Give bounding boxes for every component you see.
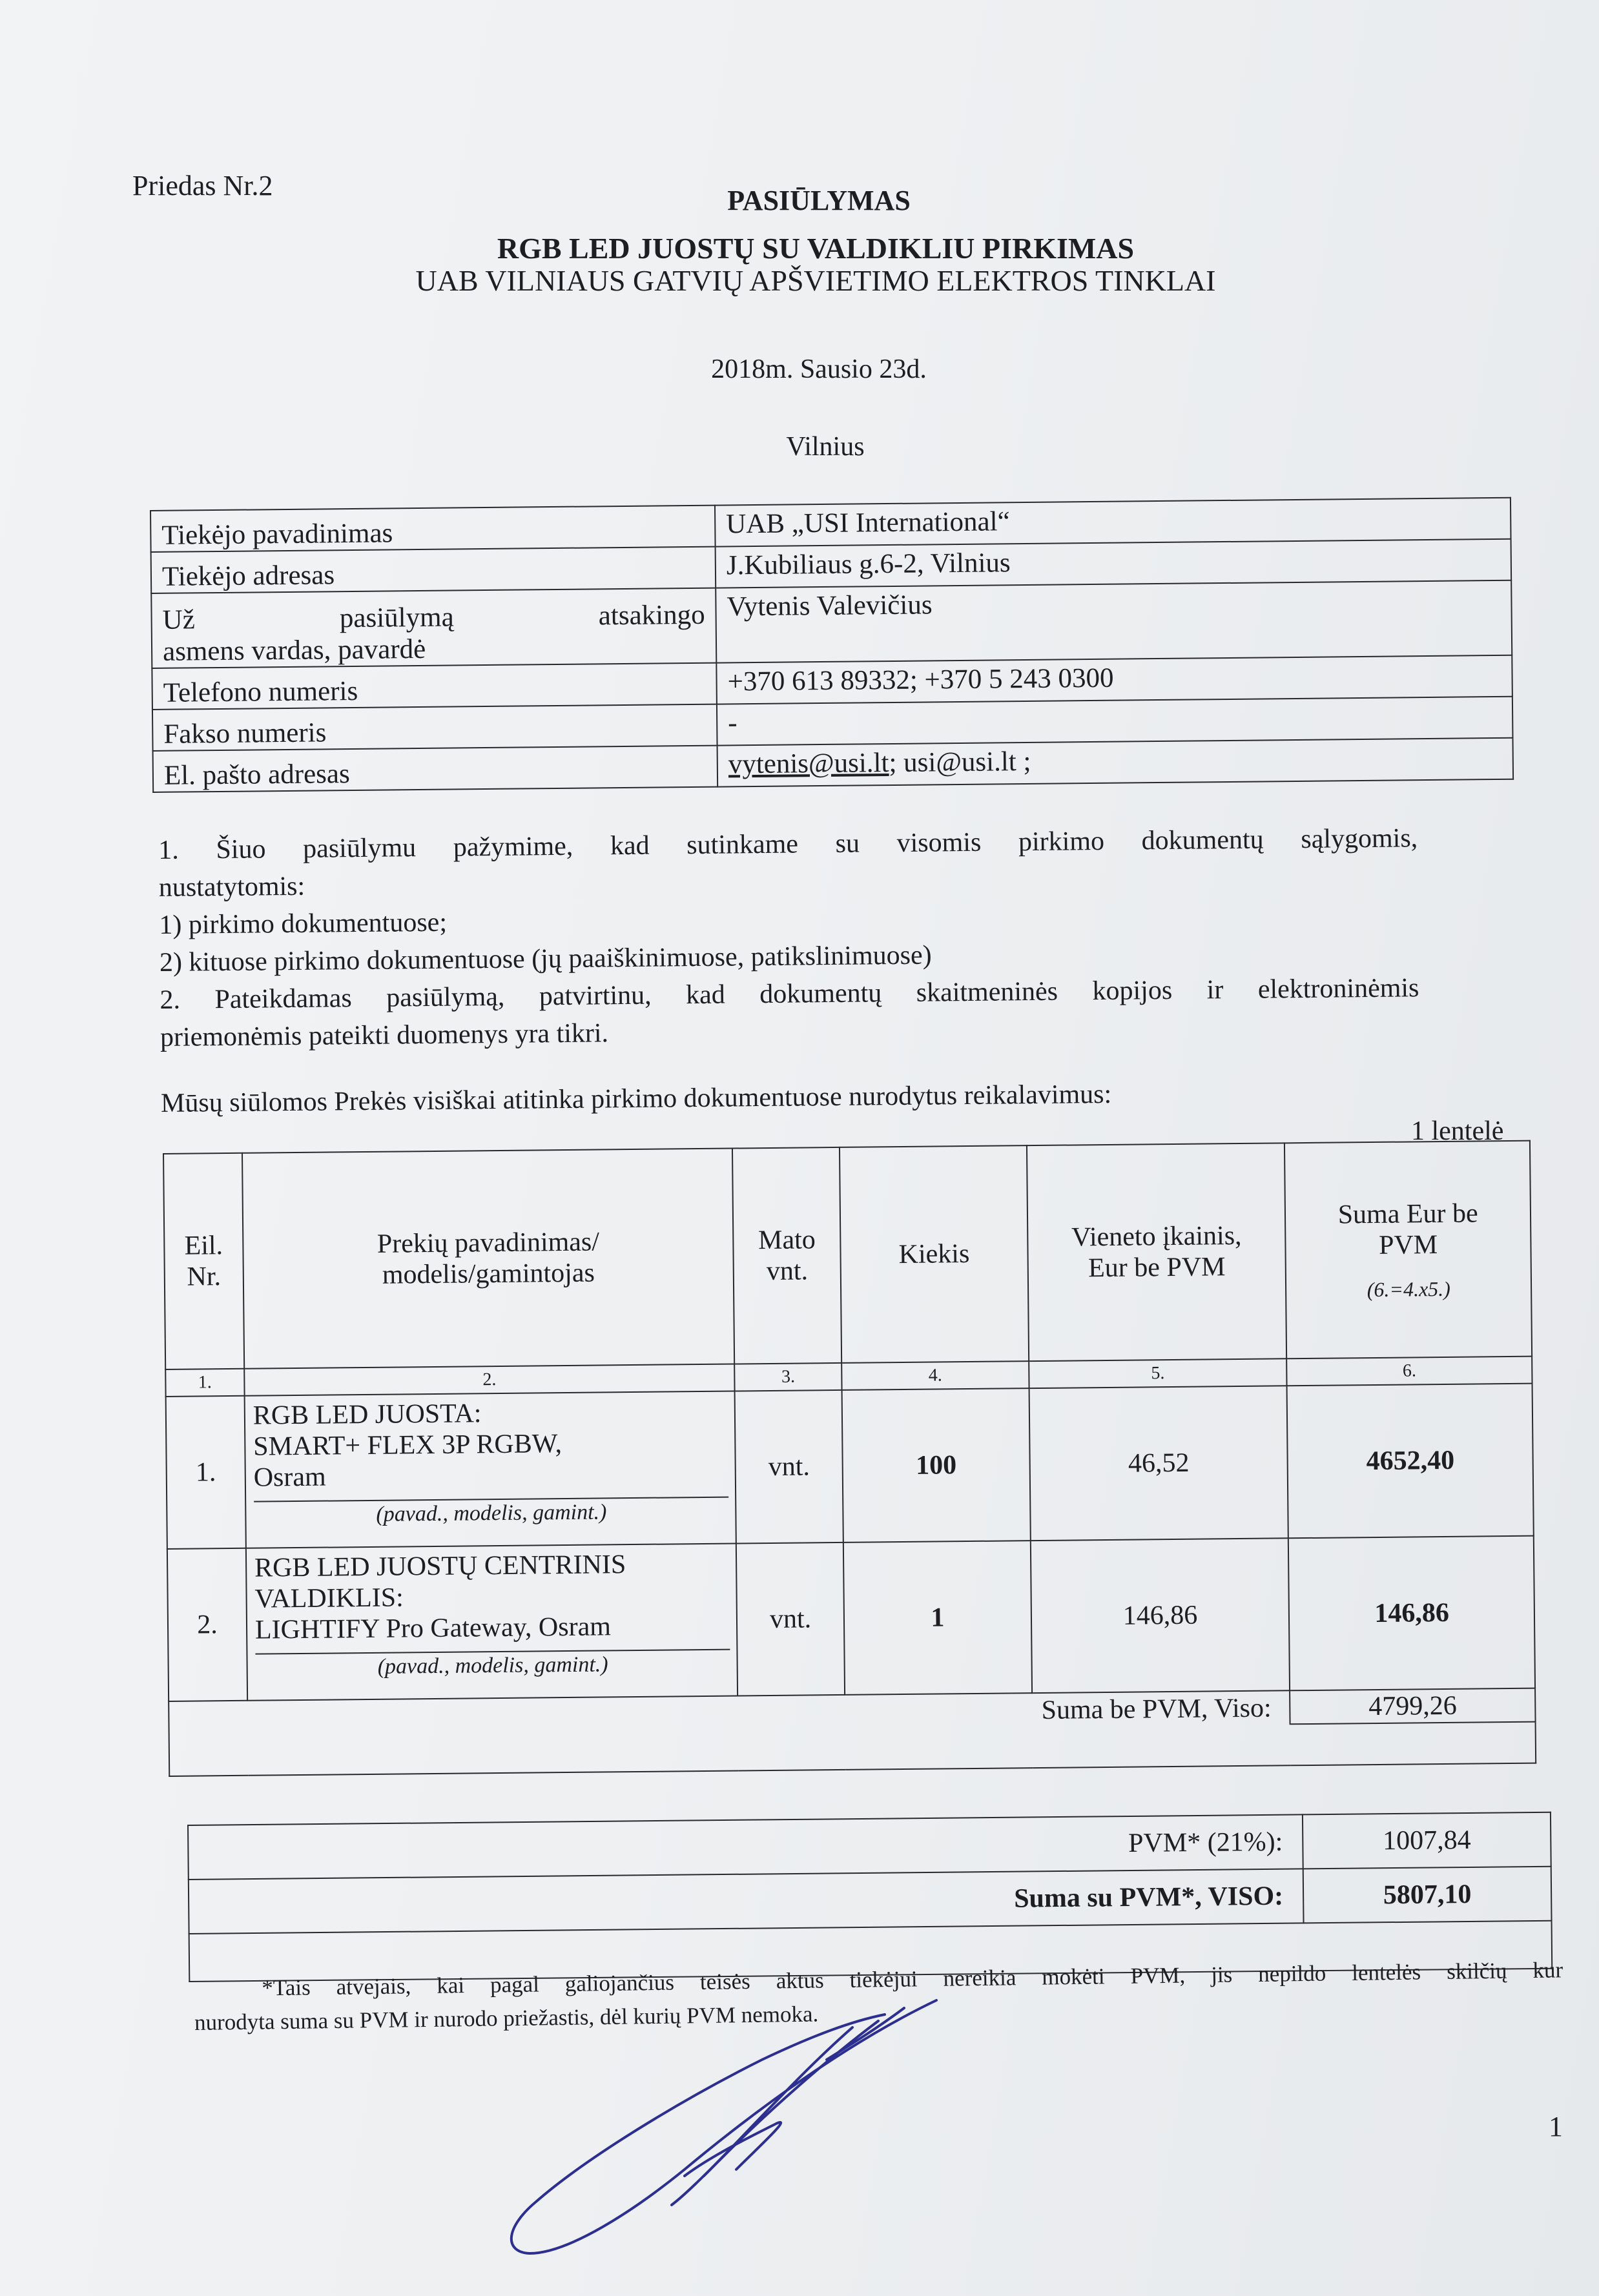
row-product-name: RGB LED JUOSTA: SMART+ FLEX 3P RGBW, Osram (pavad., modelis, gamint.) <box>245 1391 737 1548</box>
col-header-no: Eil. Nr. <box>163 1153 244 1369</box>
statement-item-1: 1) pirkimo dokumentuose; <box>159 907 448 940</box>
procurement-subject: RGB LED JUOSTŲ SU VALDIKLIU PIRKIMAS <box>497 232 1135 265</box>
supplier-name-value: UAB „USI International“ <box>715 498 1511 547</box>
product-hint: (pavad., modelis, gamint.) <box>255 1649 730 1682</box>
grand-total-label: Suma su PVM*, VISO: <box>189 1869 1304 1934</box>
document-city: Vilnius <box>786 432 865 462</box>
statement-2-line1: 2. Pateikdamas pasiūlymą, patvirtinu, kad dokumentų skaitmeninės kopijos ir elektroninėmis <box>160 973 1419 1015</box>
table-number: 1 lentelė <box>1411 1116 1504 1146</box>
footnote-line1: *Tais atvejais, kai pagal galiojančius teisės aktus tiekėjui nereikia mokėti PVM, jis nepildo lentelės skilčių kur <box>262 1957 1563 2001</box>
col-number: 4. <box>841 1361 1029 1390</box>
row-unit-price: 46,52 <box>1029 1386 1288 1541</box>
phone-value: +370 613 89332; +370 5 243 0300 <box>716 655 1512 704</box>
row-unit-price: 146,86 <box>1031 1538 1290 1693</box>
col-number: 5. <box>1029 1358 1287 1388</box>
total-label: Suma be PVM, Viso: <box>169 1690 1290 1735</box>
annex-label: Priedas Nr.2 <box>132 170 273 201</box>
footnote-line2: nurodyta suma su PVM ir nurodo priežastis, dėl kurių PVM nemoka. <box>194 2001 819 2035</box>
row-qty: 1 <box>843 1541 1032 1695</box>
table-row <box>166 1384 1534 1549</box>
row-qty: 100 <box>842 1388 1031 1543</box>
statement-2-line2: priemonėmis pateikti duomenys yra tikri. <box>160 1018 609 1052</box>
row-unit: vnt. <box>735 1390 843 1544</box>
email-value <box>717 738 1514 787</box>
supplier-info-table <box>150 497 1514 793</box>
contact-person-value: Vytenis Valevičius <box>716 580 1512 663</box>
row-sum: 146,86 <box>1288 1536 1535 1691</box>
fax-label: Fakso numeris <box>152 704 717 751</box>
items-header-row <box>163 1141 1532 1369</box>
supplier-row-contact <box>151 580 1512 668</box>
page-number: 1 <box>1549 2111 1563 2142</box>
email-link[interactable]: vytenis@usi.lt <box>728 748 889 780</box>
document-date: 2018m. Sausio 23d. <box>711 354 927 384</box>
items-table <box>163 1140 1536 1777</box>
supplier-address-value: J.Kubiliaus g.6-2, Vilnius <box>716 539 1512 588</box>
total-value: 4799,26 <box>1290 1688 1535 1725</box>
contact-person-label <box>151 588 716 668</box>
product-hint: (pavad., modelis, gamint.) <box>254 1497 729 1530</box>
row-no: 1. <box>166 1396 246 1549</box>
statement-1-line2: nustatytomis: <box>158 871 305 903</box>
col-number: 1. <box>165 1369 244 1397</box>
col-header-unit: Mato vnt. <box>732 1147 841 1364</box>
statement-1-line1: 1. Šiuo pasiūlymu pažymime, kad sutinkame su visomis pirkimo dokumentų sąlygomis, <box>158 823 1418 865</box>
statement-item-2: 2) kituose pirkimo dokumentuose (jų paaiškinimuose, patikslinimuose) <box>159 940 932 978</box>
col-number: 2. <box>244 1364 735 1396</box>
col-header-sum: Suma Eur be PVM (6.=4.x5.) <box>1284 1141 1532 1359</box>
col-number: 6. <box>1286 1357 1532 1386</box>
row-no: 2. <box>167 1548 247 1701</box>
handwritten-signature <box>491 1982 956 2266</box>
vat-label: PVM* (21%): <box>188 1814 1303 1880</box>
col-number: 3. <box>734 1363 841 1391</box>
statements-block <box>158 819 1420 1122</box>
col-header-qty: Kiekis <box>840 1145 1029 1363</box>
row-sum: 4652,40 <box>1287 1384 1534 1539</box>
row-unit: vnt. <box>736 1543 845 1696</box>
contact-person-label-line1: Už pasiūlymą atsakingo <box>162 599 705 635</box>
grand-total-value: 5807,10 <box>1303 1867 1552 1923</box>
contact-person-label-line2: asmens vardas, pavardė <box>162 633 426 667</box>
sum-formula: (6.=4.x5.) <box>1367 1276 1450 1301</box>
table-row <box>167 1536 1535 1701</box>
email-label: El. pašto adresas <box>153 746 718 792</box>
compliance-statement: Mūsų siūlomos Prekės visiškai atitinka pirkimo dokumentuose nurodytus reikalavimus: <box>160 1079 1112 1118</box>
supplier-name-label: Tiekėjo pavadinimas <box>150 506 716 552</box>
supplier-address-label: Tiekėjo adresas <box>151 547 716 593</box>
document-title: PASIŪLYMAS <box>727 185 911 216</box>
row-product-name: RGB LED JUOSTŲ CENTRINIS VALDIKLIS: LIGHTIFY Pro Gateway, Osram (pavad., modelis, gamint.) <box>246 1544 738 1701</box>
fax-value: - <box>717 697 1513 746</box>
col-header-name: Prekių pavadinimas/ modelis/gamintojas <box>242 1149 734 1369</box>
buyer-name: UAB VILNIAUS GATVIŲ APŠVIETIMO ELEKTROS TINKLAI <box>415 264 1216 297</box>
vat-value: 1007,84 <box>1303 1812 1551 1869</box>
col-header-price: Vieneto įkainis, Eur be PVM <box>1027 1143 1287 1361</box>
email-rest: ; usi@usi.lt ; <box>889 746 1031 779</box>
phone-label: Telefono numeris <box>152 663 717 710</box>
